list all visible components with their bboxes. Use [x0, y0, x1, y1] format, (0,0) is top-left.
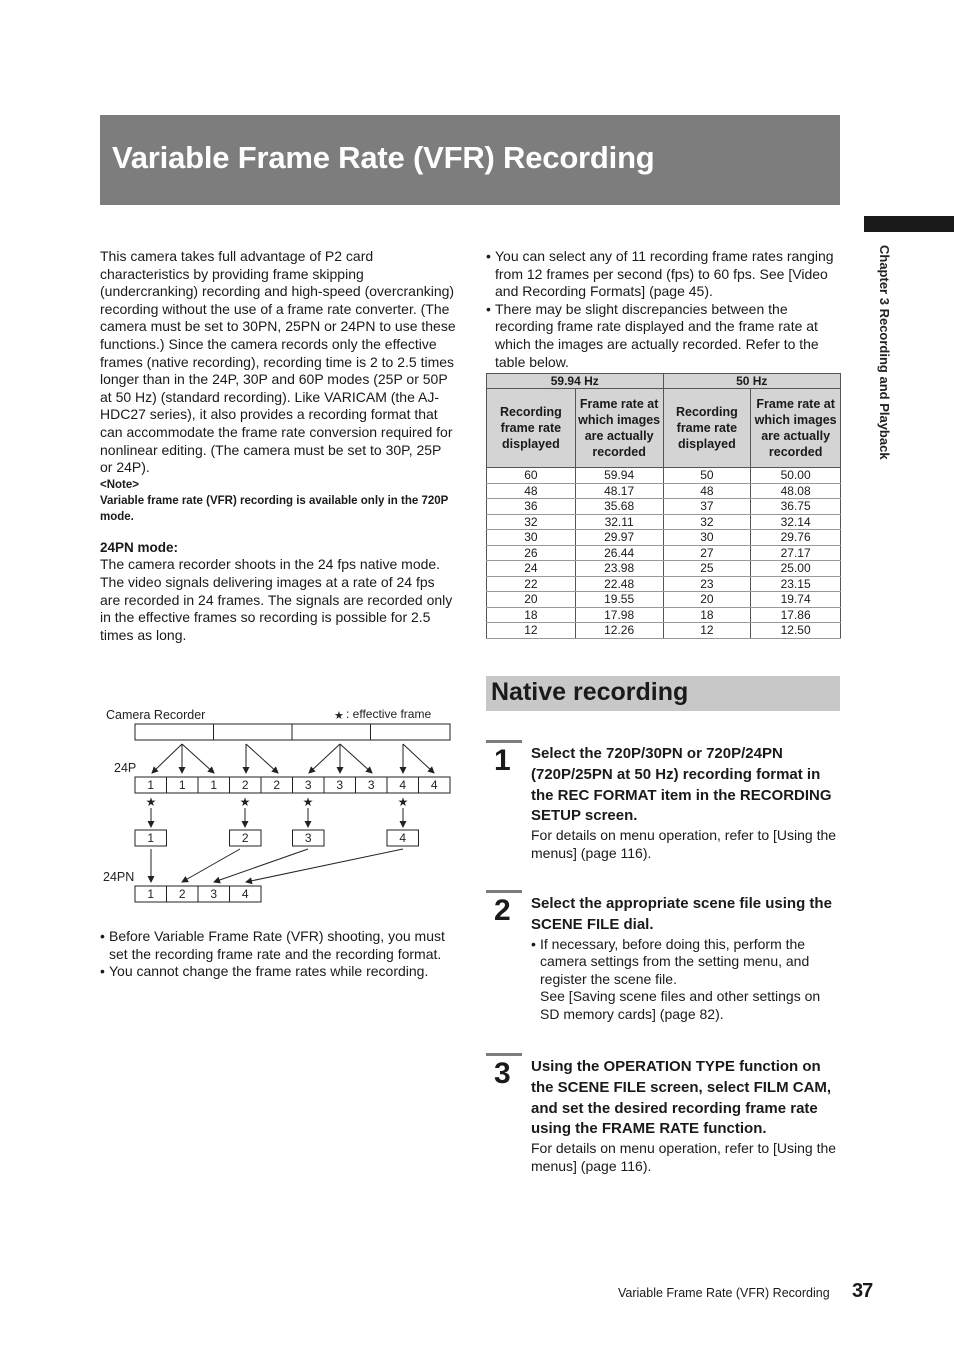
- camera-recorder-label: Camera Recorder: [106, 708, 206, 722]
- step-description: For details on menu operation, refer to [Using the menus] (page 116).: [531, 827, 837, 861]
- table-cell: 17.86: [751, 607, 841, 623]
- table-cell: 32: [487, 514, 576, 530]
- table-cell: 60: [487, 468, 576, 484]
- effective-frame-value: 4: [399, 831, 407, 845]
- step-bullet-list: [531, 936, 841, 1024]
- step-bar: [486, 740, 522, 743]
- table-cell: 59.94: [575, 468, 663, 484]
- table-cell: 36.75: [751, 499, 841, 515]
- row-24p-value: 4: [430, 778, 438, 792]
- row-24p-value: 3: [336, 778, 344, 792]
- table-row: [487, 499, 841, 515]
- step-1: [486, 740, 846, 870]
- table-row: [487, 561, 841, 577]
- step-heading: [531, 1057, 841, 1175]
- title-band: [100, 115, 840, 205]
- footer-label: Variable Frame Rate (VFR) Recording: [618, 1286, 830, 1300]
- row-24pn-value: 4: [241, 887, 249, 901]
- page-title: Variable Frame Rate (VFR) Recording: [112, 140, 655, 175]
- right-bullet-list: [486, 248, 840, 371]
- table-cell: 12: [487, 623, 576, 639]
- row-24p-value: 4: [399, 778, 407, 792]
- table-cell: 32: [663, 514, 751, 530]
- table-cell: 12.50: [751, 623, 841, 639]
- effective-frame-value: 3: [304, 831, 312, 845]
- table-cell: 48: [487, 483, 576, 499]
- table-cell: 29.97: [575, 530, 663, 546]
- note-text: Variable frame rate (VFR) recording is available only in the 720P mode.: [100, 494, 449, 523]
- step-heading: [531, 744, 841, 862]
- down-arrows: [151, 808, 403, 827]
- col-header-displayed: Recording frame rate displayed: [487, 389, 576, 468]
- star-icon: ★: [145, 795, 157, 809]
- section-band: [486, 676, 840, 711]
- table-cell: 17.98: [575, 607, 663, 623]
- row-24p-value: 2: [241, 778, 249, 792]
- table-cell: 26: [487, 545, 576, 561]
- row-24pn-value: 2: [178, 887, 186, 901]
- table-cell: 27.17: [751, 545, 841, 561]
- table-cell: 23.15: [751, 576, 841, 592]
- table-cell: 37: [663, 499, 751, 515]
- camera-frame-cell: [135, 724, 214, 740]
- intro-paragraph: This camera takes full advantage of P2 card characteristics by providing frame skipping (undercranking) recording and high-speed (overcranking) recording without the use of a frame rate converter. (The camera must be set to 30PN, 25PN or 24PN to use these functions.) Since the camera records only the effective frames (native recording), recording time is 2 to 2.5 times longer than in the 24P, 30P and 60P modes (25P or 50P at 50 Hz) (standard recording). Like VARICAM (the AJ-HDC27 series), it also provides a recording format that can accommodate the frame rate conversion required for nonlinear editing. (The camera must be set to 30P, 25P or 24P).: [100, 248, 456, 476]
- table-cell: 19.74: [751, 592, 841, 608]
- table-cell: 23: [663, 576, 751, 592]
- table-row: [487, 623, 841, 639]
- table-cell: 35.68: [575, 499, 663, 515]
- table-cell: 25: [663, 561, 751, 577]
- table-cell: 20: [663, 592, 751, 608]
- table-cell: 32.11: [575, 514, 663, 530]
- step-description: For details on menu operation, refer to [Using the menus] (page 116).: [531, 1140, 837, 1174]
- table-cell: 12.26: [575, 623, 663, 639]
- table-cell: 29.76: [751, 530, 841, 546]
- table-row: [487, 607, 841, 623]
- col-header-displayed: Recording frame rate displayed: [663, 389, 751, 468]
- table-row: [487, 514, 841, 530]
- row-24pn: [135, 886, 261, 902]
- table-cell: 23.98: [575, 561, 663, 577]
- step-bullet-text: If necessary, before doing this, perform the camera settings from the setting menu, and register the scene file.: [540, 935, 810, 987]
- row-24p-label: 24P: [114, 761, 137, 775]
- table-cell: 30: [663, 530, 751, 546]
- table-cell: 18: [487, 607, 576, 623]
- table-cell: 26.44: [575, 545, 663, 561]
- group-header-5994: 59.94 Hz: [487, 374, 664, 389]
- table-cell: 48.08: [751, 483, 841, 499]
- effective-frame-value: 2: [241, 831, 249, 845]
- step-heading-text: Select the appropriate scene file using the SCENE FILE dial.: [531, 895, 832, 933]
- note-label: <Note>: [100, 478, 139, 491]
- row-24pn-value: 1: [147, 887, 155, 901]
- chapter-tab-marker: [864, 216, 954, 232]
- table-row: [487, 576, 841, 592]
- mode-24pn-heading: 24PN mode:: [100, 539, 179, 555]
- effective-frame-value: 1: [147, 831, 155, 845]
- step-2: [486, 890, 846, 1030]
- table-cell: 18: [663, 607, 751, 623]
- row-24p-value: 3: [367, 778, 375, 792]
- table-cell: 12: [663, 623, 751, 639]
- step-bar: [486, 1053, 522, 1056]
- table-cell: 22: [487, 576, 576, 592]
- table-cell: 50: [663, 468, 751, 484]
- list-item: • You cannot change the frame rates while recording.: [100, 963, 460, 981]
- step-bullet-cont: See [Saving scene files and other settings on SD memory cards] (page 82).: [540, 988, 821, 1022]
- table-cell: 48: [663, 483, 751, 499]
- table-row: [487, 592, 841, 608]
- table-cell: 22.48: [575, 576, 663, 592]
- col-header-actual: Frame rate at which images are actually recorded: [751, 389, 841, 468]
- table-cell: 48.17: [575, 483, 663, 499]
- frame-rate-table: [486, 373, 841, 639]
- list-item: • You can select any of 11 recording frame rates ranging from 12 frames per second (fps) to 60 fps. See [Video and Recording Formats] (page 45).: [486, 248, 840, 301]
- step-number: 3: [494, 1057, 511, 1090]
- step-number: 2: [494, 894, 511, 927]
- left-column: [100, 248, 456, 644]
- star-legend-icon: ★: [334, 709, 344, 722]
- section-heading: Native recording: [491, 678, 689, 706]
- step-heading-text: Using the OPERATION TYPE function on the SCENE FILE screen, select FILM CAM, and set the desired recording frame rate using the FRAME RATE function.: [531, 1058, 832, 1138]
- table-cell: 27: [663, 545, 751, 561]
- row-24pn-value: 3: [210, 887, 218, 901]
- row-24p-value: 1: [210, 778, 218, 792]
- col-header-actual: Frame rate at which images are actually recorded: [575, 389, 663, 468]
- row-24p-value: 1: [147, 778, 155, 792]
- camera-frame-cell: [214, 724, 293, 740]
- table-row: [487, 545, 841, 561]
- step-heading: [531, 894, 841, 1024]
- list-item: • Before Variable Frame Rate (VFR) shooting, you must set the recording frame rate and the recording format.: [100, 928, 460, 963]
- step-heading-text: Select the 720P/30PN or 720P/24PN (720P/25PN at 50 Hz) recording format in the REC FORMAT item in the RECORDING SETUP screen.: [531, 745, 832, 825]
- left-bullet-list: [100, 928, 460, 981]
- table-row: [487, 530, 841, 546]
- row-24p-value: 3: [304, 778, 312, 792]
- table-cell: 20: [487, 592, 576, 608]
- effective-frame-markers: [146, 795, 409, 809]
- fan-out-arrows: [152, 744, 434, 773]
- row-24p: [135, 777, 450, 793]
- step-bar: [486, 890, 522, 893]
- camera-frame-cell: [371, 724, 451, 740]
- step-3: [486, 1053, 846, 1203]
- table-cell: 36: [487, 499, 576, 515]
- effective-frames: [135, 830, 419, 846]
- group-header-50: 50 Hz: [663, 374, 841, 389]
- converging-arrows: [151, 849, 403, 882]
- row-24pn-label: 24PN: [103, 870, 135, 884]
- table-row: [487, 468, 841, 484]
- legend-text: : effective frame: [346, 707, 432, 721]
- table-cell: 19.55: [575, 592, 663, 608]
- chapter-tab-label: Chapter 3 Recording and Playback: [877, 245, 892, 460]
- star-icon: ★: [239, 795, 251, 809]
- step-number: 1: [494, 744, 511, 777]
- list-item: [531, 936, 841, 1024]
- mode-24pn-text: The camera recorder shoots in the 24 fps native mode. The video signals delivering images at a rate of 24 fps are recorded in 24 frames. The signals are recorded only in the effective frames so recording is possible for 2.5 times as long.: [100, 556, 453, 643]
- star-icon: ★: [302, 795, 314, 809]
- row-24p-value: 2: [273, 778, 281, 792]
- camera-frame-cell: [292, 724, 371, 740]
- list-item: • There may be slight discrepancies between the recording frame rate displayed and the frame rate at which the images are actually recorded. Refer to the table below.: [486, 301, 840, 371]
- row-24p-value: 1: [178, 778, 186, 792]
- table-cell: 24: [487, 561, 576, 577]
- page-number: 37: [852, 1280, 873, 1302]
- table-cell: 50.00: [751, 468, 841, 484]
- frame-diagram: [100, 700, 460, 910]
- star-icon: ★: [397, 795, 409, 809]
- table-cell: 25.00: [751, 561, 841, 577]
- table-cell: 30: [487, 530, 576, 546]
- table-row: [487, 483, 841, 499]
- table-cell: 32.14: [751, 514, 841, 530]
